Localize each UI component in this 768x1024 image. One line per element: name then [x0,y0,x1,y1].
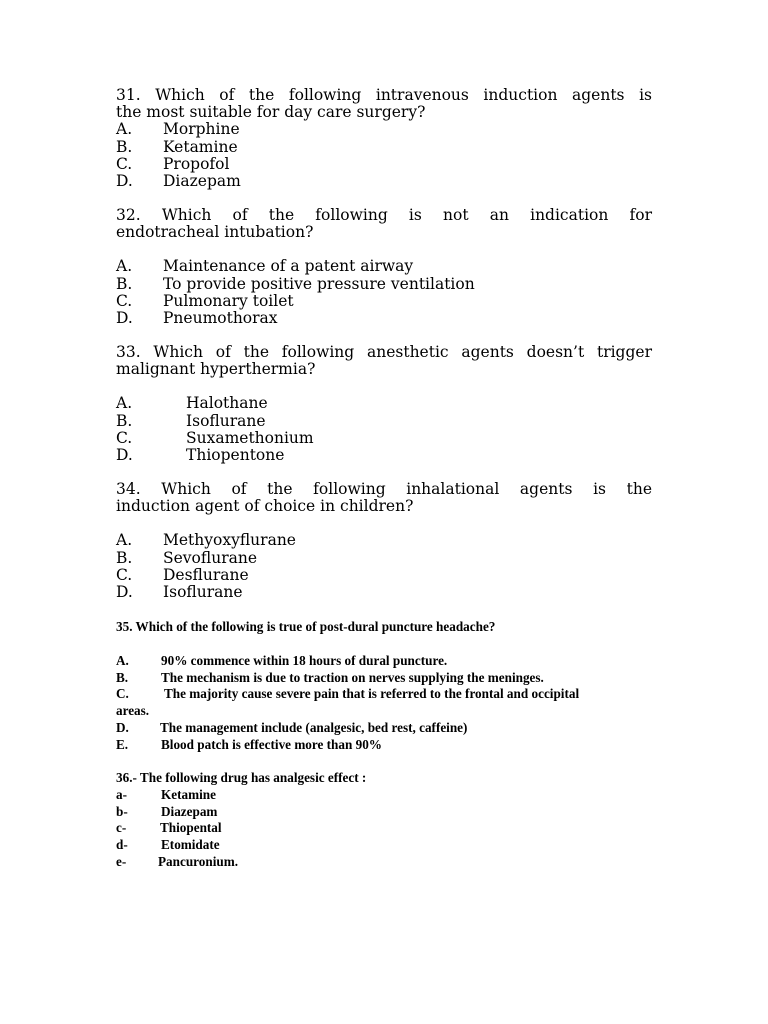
question-31-stem [116,87,652,121]
question-35-option-c-continued: areas. [116,703,150,719]
question-35 [116,619,656,754]
question-32-option-d: D. Pneumothorax [116,309,278,328]
question-35-stem: 35. Which of the following is true of post-dural puncture headache? [116,619,496,634]
question-34-stem-line2: induction agent of choice in children? [116,497,414,516]
question-33 [116,344,652,464]
question-36 [116,770,656,871]
question-36-option-a: a- Ketamine [116,786,216,802]
question-35-option-c: C. The majority cause severe pain that is referred to the frontal and occipital [116,686,580,702]
question-31-option-a: A. Morphine [116,120,240,139]
question-33-option-c: C. Suxamethonium [116,428,314,447]
question-34-option-a: A. Methyoxyflurane [116,531,296,550]
question-31-option-d: D. Diazepam [116,172,241,191]
question-36-stem: 36.- The following drug has analgesic effect : [116,770,367,785]
question-35-option-a: A. 90% commence within 18 hours of dural puncture. [116,652,448,668]
question-35-option-e: E. Blood patch is effective more than 90% [116,736,382,752]
question-36-option-d: d- Etomidate [116,837,220,853]
question-35-option-b: B. The mechanism is due to traction on nerves supplying the meninges. [116,669,544,685]
question-34-option-b: B. Sevoflurane [116,548,258,567]
question-33-option-d: D. Thiopentone [116,446,285,465]
question-34 [116,481,652,601]
question-36-option-c: c- Thiopental [116,820,222,836]
question-33-stem-line1: 33. Which of the following anesthetic agents doesn’t trigger [116,343,652,361]
question-33-stem [116,344,652,378]
question-32-option-b: B. To provide positive pressure ventilation [116,274,475,293]
question-32-stem-line2: endotracheal intubation? [116,223,314,242]
question-34-stem-line1: 34. Which of the following inhalational agents is the [116,480,652,498]
question-36-option-b: b- Diazepam [116,803,218,819]
question-34-option-d: D. Isoflurane [116,583,243,602]
question-31 [116,87,652,190]
question-32-stem-line1: 32. Which of the following is not an indication for [116,206,652,224]
question-34-option-c: C. Desflurane [116,565,249,584]
question-31-stem-line2: the most suitable for day care surgery? [116,103,426,122]
question-33-option-a: A. Halothane [116,394,268,413]
question-31-stem-line1: 31. Which of the following intravenous induction agents is [116,86,652,104]
question-32-option-a: A. Maintenance of a patent airway [116,257,414,276]
question-31-option-c: C. Propofol [116,154,230,173]
question-34-stem [116,481,652,515]
question-32 [116,207,652,327]
question-32-option-c: C. Pulmonary toilet [116,291,294,310]
question-33-stem-line2: malignant hyperthermia? [116,360,316,379]
question-32-stem [116,207,652,241]
question-33-option-b: B. Isoflurane [116,411,266,430]
question-35-option-d: D. The management include (analgesic, bed rest, caffeine) [116,719,468,735]
question-36-option-e: e- Pancuronium. [116,853,238,869]
question-31-option-b: B. Ketamine [116,137,238,156]
